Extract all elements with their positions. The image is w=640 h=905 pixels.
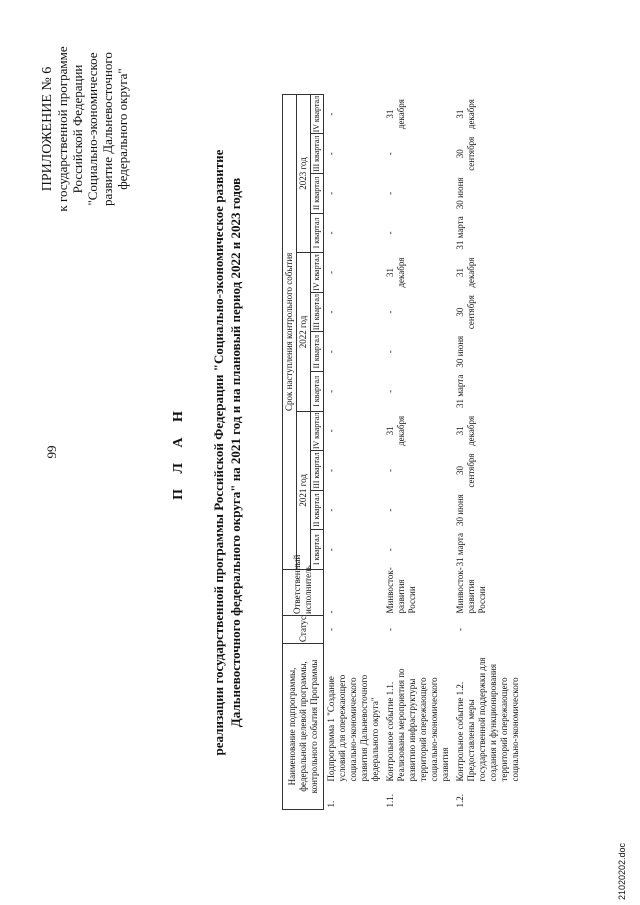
deadline-cell: 31 декабря [385,99,406,130]
deadline-cell: 31 марта [455,216,465,250]
deadline-cell: - [326,508,336,512]
deadline-cell: - [326,548,336,552]
deadline-cell: - [326,350,336,354]
deadline-cell: 31 декабря [455,257,476,288]
row-status: - [385,627,395,631]
header-quarter: IV квартал [311,253,324,293]
table-row [324,94,384,809]
appendix-line: к государственной программе [55,46,70,212]
subtitle-line: Дальневосточного федерального округа" на 2021 год и на плановый период 2022 и 2023 годов [228,177,243,728]
deadline-cell: - [385,389,395,393]
deadline-cell: 31 марта [455,374,465,408]
header-quarter: II квартал [311,490,324,530]
row-number: 1.1. [385,794,395,808]
deadline-cell: 30 сентября [455,295,476,330]
header-quarter: IV квартал [311,94,324,134]
deadline-cell: - [326,310,336,314]
deadline-cell: - [385,469,395,472]
deadline-cell: - [385,310,395,314]
row-status: - [326,627,336,631]
appendix-line: развитие Дальневосточного [100,52,115,206]
table-row [383,94,453,809]
header-status: Статус [283,615,324,643]
header-quarter: IV квартал [311,411,324,451]
header-quarter: I квартал [311,213,324,253]
deadline-cell: - [385,152,395,156]
row-name: Подпрограмма 1 "Создание условий для опережающего социально-экономического развития Дальневосточного федерального округа" [326,674,380,782]
deadline-cell: 30 сентября [455,136,476,171]
header-quarter: III квартал [311,134,324,174]
header-deadline: Срок наступления контрольного события [283,94,297,569]
deadline-cell: - [326,231,336,235]
header-quarter: II квартал [311,174,324,214]
header-year: 2023 год [297,94,311,253]
row-number: 1.2. [455,794,465,808]
row-name: Контрольное событие 1.2. Предоставлены меры государственной поддержки для создания и функционирования территорий опережающего социально-экономического [455,657,520,782]
deadline-cell: - [326,112,336,116]
row-responsible: Минвосток-развития России [385,567,417,614]
deadline-cell: 30 июня [455,494,465,526]
deadline-cell: - [326,271,336,275]
header-responsible: Ответственный исполнитель [283,569,324,615]
row-status: - [455,627,465,631]
appendix-block [40,29,130,229]
plan-title: П Л А Н [171,405,186,500]
deadline-cell: - [326,191,336,195]
deadline-cell: - [326,389,336,393]
row-name: Контрольное событие 1.1. Реализованы мероприятия по развитию инфраструктуры территорий опережающего социально-экономического развития [385,668,450,782]
header-year: 2022 год [297,253,311,411]
plan-subtitle [210,100,244,805]
header-name: Наименование подпрограммы, федеральной целевой программы, контрольного события Программы [283,643,324,809]
header-quarter: III квартал [311,451,324,491]
header-quarter: II квартал [311,332,324,372]
deadline-cell: 31 декабря [385,257,406,288]
file-code: 21020202.doc [617,842,627,900]
deadline-cell: - [326,152,336,156]
appendix-line: федерального округа" [115,68,130,190]
deadline-cell: 30 июня [455,335,465,368]
deadline-cell: 30 июня [455,177,465,210]
page-number: 99 [44,445,59,459]
deadline-cell: - [385,508,395,512]
header-quarter: I квартал [311,372,324,412]
row-responsible: Минвосток-развития России [455,567,487,614]
deadline-cell: - [385,548,395,552]
deadline-cell: 30 сентября [455,453,476,488]
deadline-cell: 31 декабря [385,415,406,446]
row-responsible: - [326,610,336,614]
deadline-cell: - [326,469,336,472]
deadline-cell: - [385,231,395,235]
row-number: 1. [326,800,336,808]
header-year: 2021 год [297,411,311,569]
deadline-cell: 31 декабря [455,99,476,130]
plan-table [282,94,523,810]
deadline-cell: - [385,191,395,195]
deadline-cell: - [385,350,395,354]
header-quarter: I квартал [311,530,324,570]
deadline-cell: 31 декабря [455,415,476,446]
subtitle-line: реализации государственной программы Российской Федерации "Социально-экономическое развитие [211,149,226,756]
appendix-title: ПРИЛОЖЕНИЕ № 6 [40,66,55,192]
table-row [453,94,523,809]
appendix-line: "Социально-экономическое [85,52,100,206]
header-quarter: III квартал [311,292,324,332]
deadline-cell: - [326,429,336,433]
appendix-line: Российской Федерации [70,64,85,194]
deadline-cell: 31 марта [455,533,465,567]
